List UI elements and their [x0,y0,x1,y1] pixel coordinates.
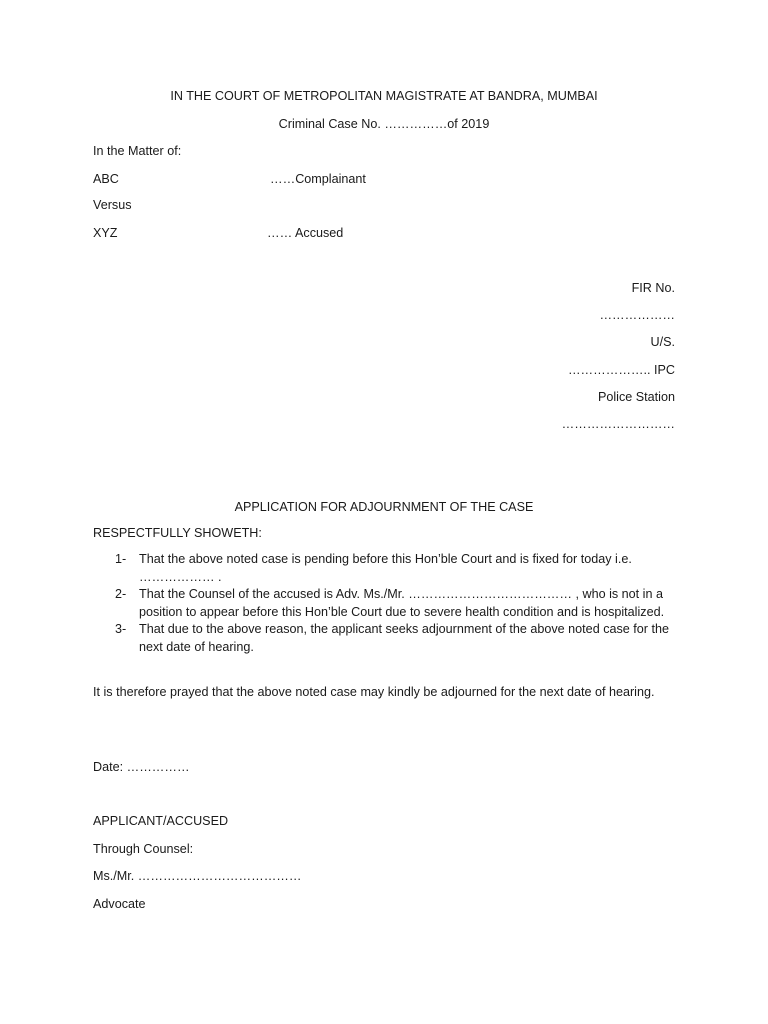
complainant-role: ……Complainant [270,172,366,186]
police-station-label: Police Station [597,390,675,404]
court-heading: IN THE COURT OF METROPOLITAN MAGISTRATE AT BANDRA, MUMBAI [170,89,598,103]
point-item [93,621,683,656]
point-number: 2- [115,587,127,602]
matter-intro: In the Matter of: [93,144,182,158]
application-title: APPLICATION FOR ADJOURNMENT OF THE CASE [234,500,534,514]
point-text: That the above noted case is pending before this Hon’ble Court and is fixed for today i.e. ……………… . [139,552,632,584]
point-text: That the Counsel of the accused is Adv. Ms./Mr. ………………………………… , who is not in a position to appear before this Hon’ble Court due to severe health condition and is hospitalized. [139,587,665,619]
advocate-label: Advocate [93,897,146,911]
fir-label: FIR No. [631,281,675,295]
ipc-value: ……………….. IPC [567,363,675,377]
accused-name: XYZ [93,226,118,240]
point-item [93,551,683,586]
accused-role: …… Accused [267,226,344,240]
prayer-paragraph: It is therefore prayed that the above noted case may kindly be adjourned for the next date of hearing. [93,685,655,699]
showeth-heading: RESPECTFULLY SHOWETH: [93,526,262,540]
versus-label: Versus [93,198,132,212]
us-label: U/S. [650,335,675,349]
through-counsel-label: Through Counsel: [93,842,194,856]
numbered-points [93,551,683,657]
point-text: That due to the above reason, the applicant seeks adjournment of the above noted case for the next date of hearing. [139,622,669,654]
fir-value: ……………… [599,308,675,322]
point-number: 1- [115,552,127,566]
point-number: 3- [115,622,127,637]
complainant-name: ABC [93,172,119,186]
applicant-label: APPLICANT/ACCUSED [93,814,229,828]
police-station-value: ……………………… [561,417,675,431]
point-item [93,586,683,621]
case-number: Criminal Case No. ……………of 2019 [278,117,490,131]
counsel-name: Ms./Mr. ………………………………… [93,869,302,883]
date-line: Date: …………… [93,760,190,774]
